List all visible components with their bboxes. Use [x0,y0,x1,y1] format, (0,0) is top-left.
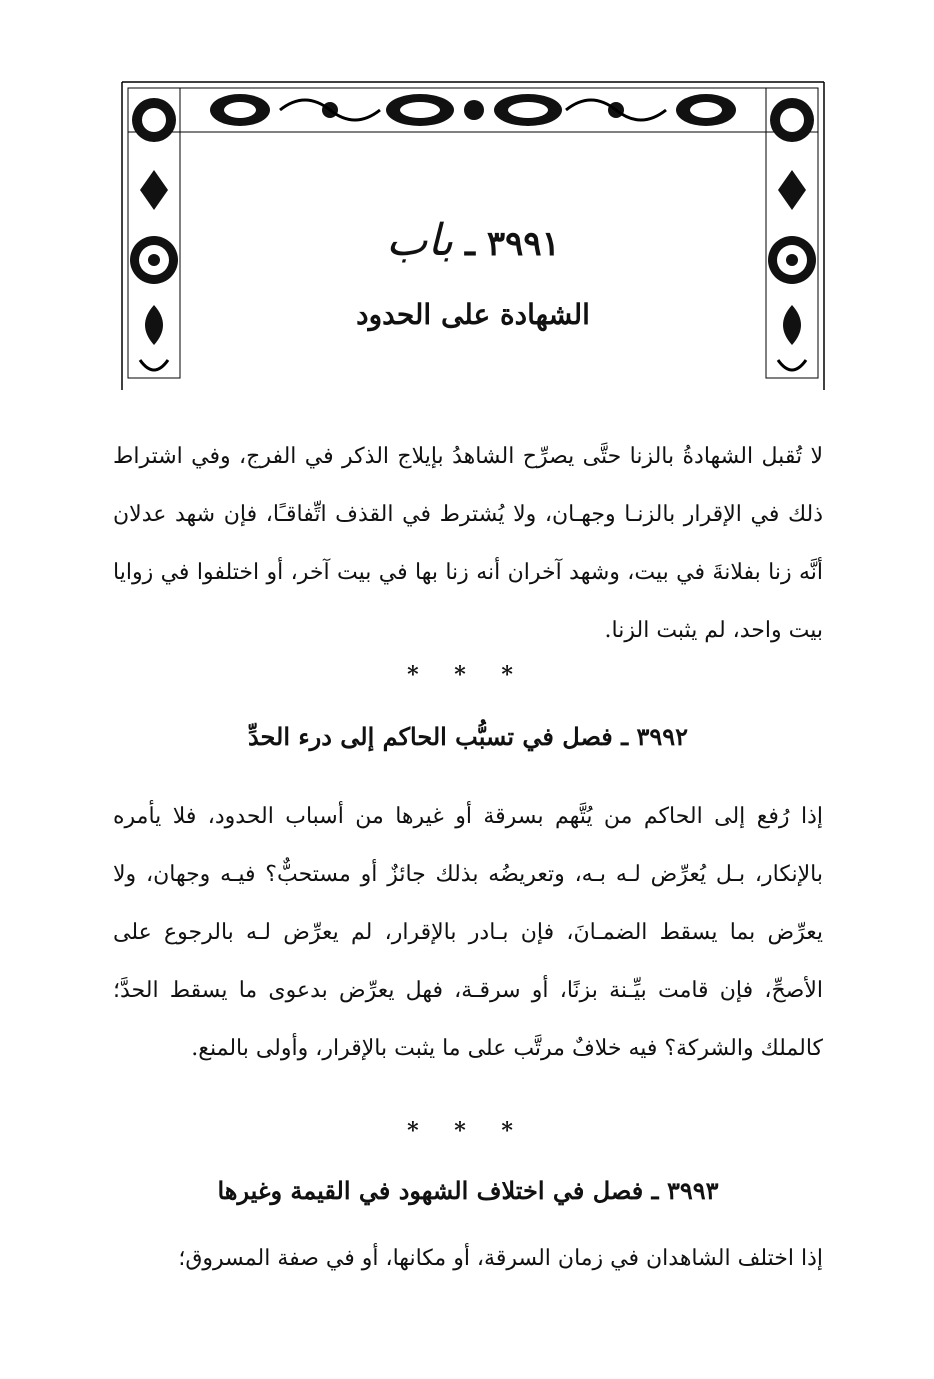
section-heading-3992: ٣٩٩٢ ـ فصل في تسبُّب الحاكم إلى درء الحدِّ [247,722,689,751]
paragraph-judge-averting-hadd: إذا رُفع إلى الحاكم من يُتَّهم بسرقة أو غيرها من أسباب الحدود، فلا يأمره بالإنكار، بـل يُعرِّض لـه بـه، وتعريضُه بذلك جائزٌ أو مستحبٌّ؟ فيـه وجهان، ولا يعرِّض بما يسقط الضمـانَ، فإن بـادر بالإقرار، لم يعرِّض لـه بالرجوع على الأصحِّ، فإن قامت بيِّـنة بزنًا، أو سرقـة، فهل يعرِّض بدعوى ما يسقط الحدَّ؛ كالملك والشركة؟ فيه خلافٌ مرتَّب على ما يثبت بالإقرار، وأولى بالمنع. [113,804,823,1061]
section-separator: * * * [407,1118,527,1144]
chapter-number [120,215,826,266]
chapter-title: الشهادة على الحدود [356,298,590,331]
paragraph-witnesses-disagreement: إذا اختلف الشاهدان في زمان السرقة، أو مكانها، أو في صفة المسروق؛ [178,1246,823,1271]
section-heading-3993: ٣٩٩٣ ـ فصل في اختلاف الشهود في القيمة وغيرها [217,1176,719,1205]
chapter-bab-word: باب [386,215,454,266]
ornamental-header-frame [120,80,826,395]
section-separator: * * * [407,662,527,688]
paragraph-testimony-on-hudud: لا تُقبل الشهادةُ بالزنا حتَّى يصرِّح الشاهدُ بإيلاج الذكر في الفرج، وفي اشتراط ذلك في الإقرار بالزنـا وجهـان، ولا يُشترط في القذف اتِّفاقـًا، فإن شهد عدلان أنَّه زنا بفلانةَ في بيت، وشهد آخران أنه زنا بها في بيت آخر، أو اختلفوا في زوايا بيت واحد، لم يثبت الزنا. [113,444,823,643]
chapter-number-value: ٣٩٩١ ـ [465,224,560,264]
